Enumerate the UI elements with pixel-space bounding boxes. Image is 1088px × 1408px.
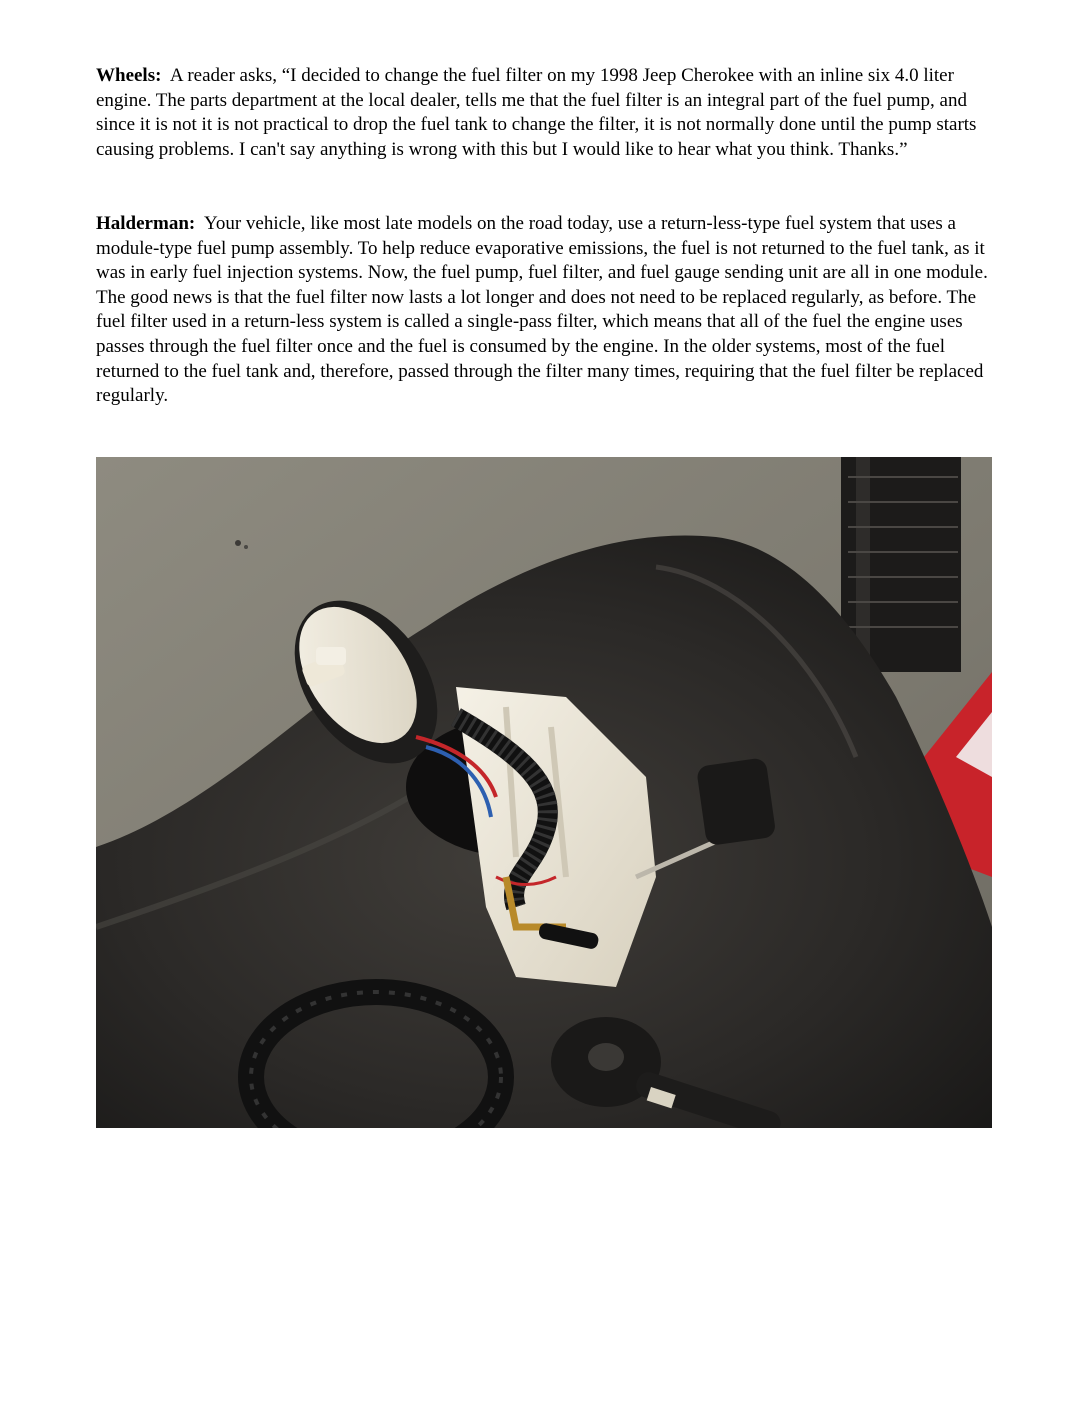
- answer-text: Your vehicle, like most late models on the road today, use a return-less-type fuel system that uses a module-type fuel pump assembly. To help reduce evaporative emissions, the fuel is not returned to the fuel tank, as it was in early fuel injection systems. Now, the fuel pump, fuel filter, and fuel gauge sending unit are all in one module. The good news is that the fuel filter now lasts a lot longer and does not need to be replaced regularly, as before. The fuel filter used in a return-less system is called a single-pass filter, which means that all of the fuel the engine uses passes through the fuel filter once and the fuel is consumed by the engine. In the older systems, most of the fuel returned to the fuel tank and, therefore, passed through the filter many times, requiring that the fuel filter be replaced regularly.: [96, 213, 988, 407]
- question-paragraph: [96, 64, 996, 162]
- photo-illustration: [96, 457, 992, 1128]
- fuel-pump-module-photo: [96, 457, 992, 1128]
- speaker-label-wheels: Wheels:: [96, 65, 162, 86]
- answer-paragraph: [96, 212, 996, 409]
- question-text: A reader asks, “I decided to change the fuel filter on my 1998 Jeep Cherokee with an inline six 4.0 liter engine. The parts department at the local dealer, tells me that the fuel filter is an integral part of the fuel pump, and since it is not it is not practical to drop the fuel tank to change the filter, it is not normally done until the pump starts causing problems. I can't say anything is wrong with this but I would like to hear what you think. Thanks.”: [96, 65, 977, 160]
- fuel-level-float: [696, 757, 776, 846]
- speaker-label-halderman: Halderman:: [96, 213, 196, 234]
